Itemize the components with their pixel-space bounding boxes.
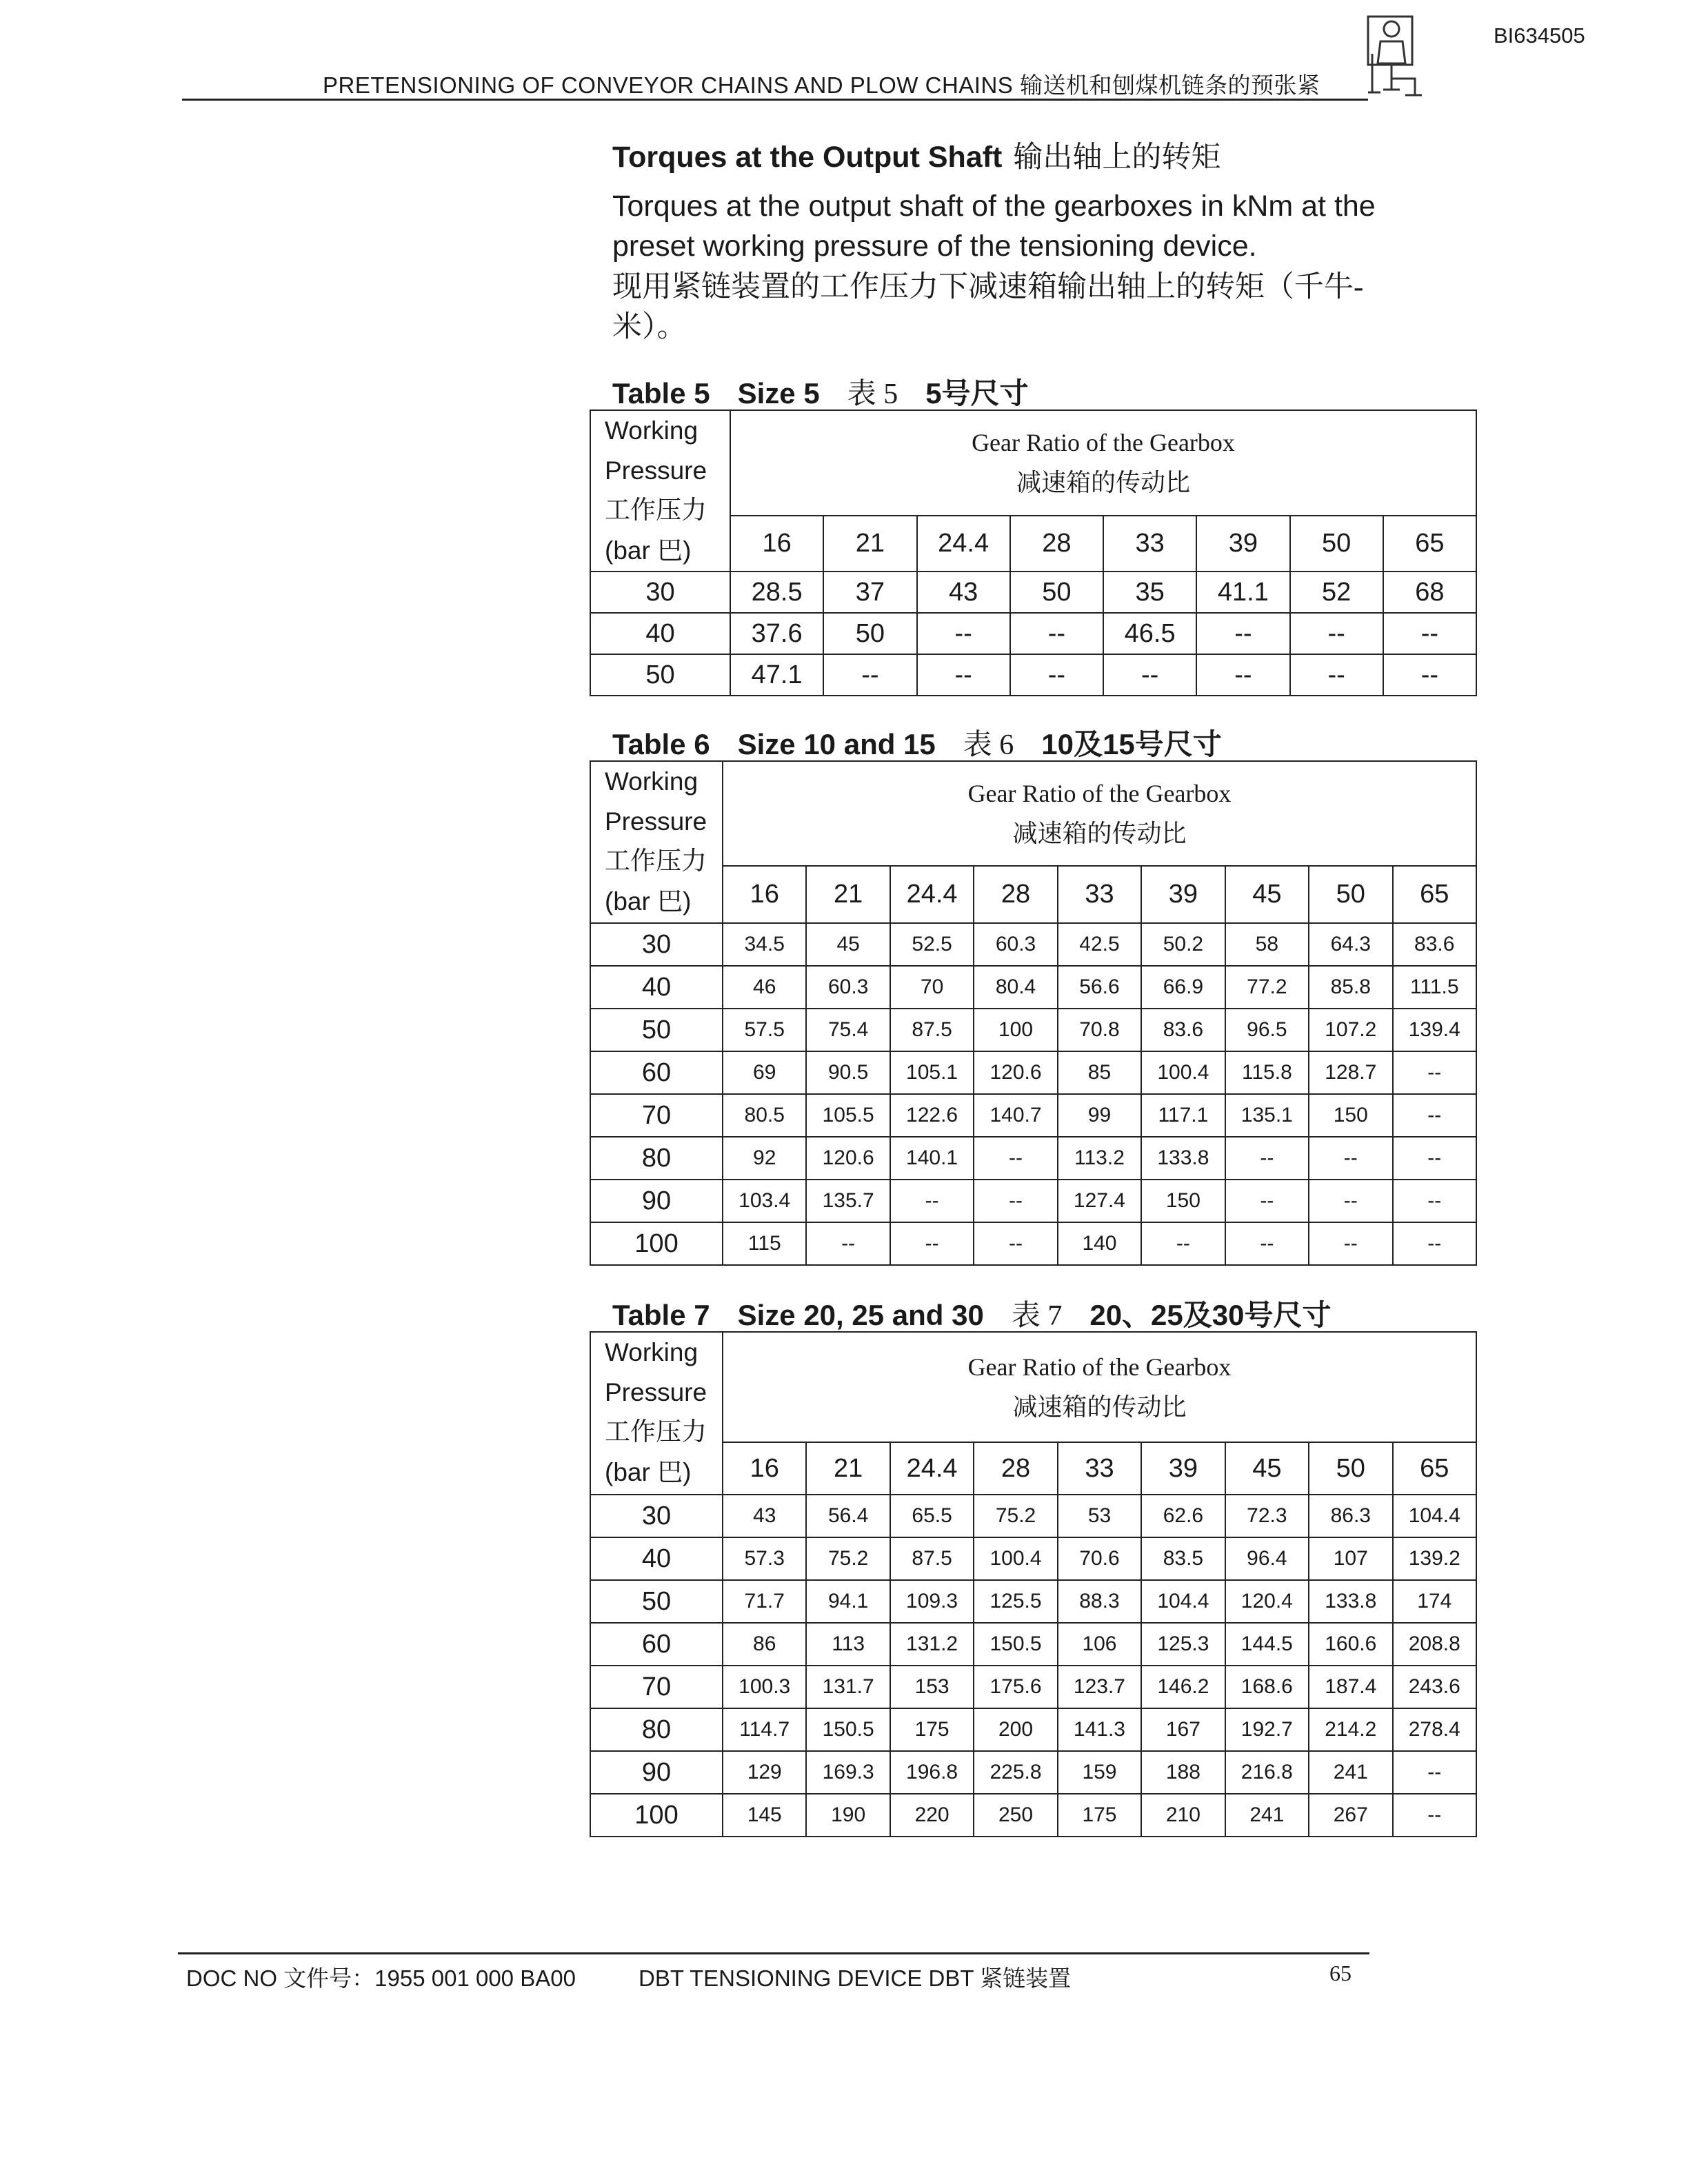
table5 [590,410,1477,696]
gear-ratio-cn: 减速箱的传动比 [1016,469,1190,497]
torque-value-cell: 88.3 [1058,1580,1141,1623]
gear-ratio-cell: 33 [1058,1442,1141,1495]
torque-value-cell: 140.7 [974,1094,1057,1137]
torque-value-cell: -- [1393,1094,1477,1137]
table6-caption-label: Table 6 [612,728,710,760]
gear-ratio-cell: 39 [1196,516,1289,572]
working-pressure-header [590,761,723,923]
torque-value-cell: 85.8 [1309,966,1392,1009]
table-row [590,1751,1476,1794]
wp-label-2: Pressure [605,1378,707,1406]
torque-value-cell: 46.5 [1103,613,1196,654]
torque-value-cell: 66.9 [1141,966,1225,1009]
table5-caption-cn-label: 表 5 [847,378,898,410]
torque-value-cell: 107 [1309,1537,1392,1580]
torque-value-cell: 96.5 [1225,1009,1309,1051]
torque-value-cell: 52.5 [890,923,974,966]
gear-ratio-cell: 45 [1225,866,1309,923]
pressure-cell: 80 [590,1708,723,1751]
gear-ratio-cell: 65 [1383,516,1476,572]
device-name-cn: 紧链装置 [980,1967,1072,1992]
torque-value-cell: 100.4 [974,1537,1057,1580]
torque-value-cell: 85 [1058,1051,1141,1094]
torque-value-cell: 83.5 [1141,1537,1225,1580]
gear-ratio-cell: 21 [806,1442,890,1495]
torque-value-cell: 144.5 [1225,1623,1309,1666]
gear-ratio-cell: 50 [1309,866,1392,923]
torque-value-cell: 153 [890,1666,974,1708]
torque-value-cell: 100.4 [1141,1051,1225,1094]
torque-value-cell: -- [1393,1222,1477,1265]
torque-value-cell: -- [974,1137,1057,1180]
table5-caption-label: Table 5 [612,377,710,410]
torque-value-cell: -- [1393,1794,1477,1837]
torque-value-cell: 125.5 [974,1580,1057,1623]
torque-value-cell: 150.5 [974,1623,1057,1666]
table-row [590,1094,1476,1137]
torque-value-cell: -- [1383,654,1476,696]
table-row [590,572,1476,613]
table5-caption-cn-size: 5号尺寸 [925,377,1029,410]
torque-value-cell: 69 [723,1051,806,1094]
torque-value-cell: -- [1393,1751,1477,1794]
gear-ratio-cell: 21 [823,516,916,572]
torque-value-cell: 125.3 [1141,1623,1225,1666]
torque-value-cell: -- [1141,1222,1225,1265]
table6-caption-cn-label: 表 6 [963,729,1014,761]
torque-value-cell: -- [1225,1222,1309,1265]
torque-value-cell: 169.3 [806,1751,890,1794]
doc-no-label-cn: 文件号： [283,1967,375,1992]
torque-value-cell: 175.6 [974,1666,1057,1708]
gear-ratio-en: Gear Ratio of the Gearbox [972,429,1235,457]
torque-value-cell: 100 [974,1009,1057,1051]
torque-value-cell: 150 [1141,1180,1225,1222]
torque-value-cell: -- [1196,613,1289,654]
torque-value-cell: 53 [1058,1495,1141,1537]
document-id: BI634505 [1494,23,1585,48]
torque-value-cell: 56.4 [806,1495,890,1537]
torque-value-cell: 250 [974,1794,1057,1837]
wp-label-2: Pressure [605,807,707,836]
torque-value-cell: 139.2 [1393,1537,1477,1580]
torque-value-cell: 45 [806,923,890,966]
torque-value-cell: 72.3 [1225,1495,1309,1537]
gear-ratio-header [730,410,1476,516]
torque-value-cell: 105.5 [806,1094,890,1137]
gear-ratio-cell: 24.4 [917,516,1010,572]
torque-value-cell: 111.5 [1393,966,1477,1009]
pressure-cell: 30 [590,572,730,613]
table7-caption-cn-size: 20、25及30号尺寸 [1089,1299,1332,1331]
torque-value-cell: 71.7 [723,1580,806,1623]
wp-label-3: 工作压力 [605,496,707,525]
pressure-cell: 90 [590,1751,723,1794]
gear-ratio-cn: 减速箱的传动比 [1012,1393,1187,1421]
pressure-cell: 30 [590,1495,723,1537]
pressure-cell: 80 [590,1137,723,1180]
page-number: 65 [1329,1961,1352,1985]
torque-value-cell: 200 [974,1708,1057,1751]
gear-ratio-cell: 65 [1393,1442,1477,1495]
torque-value-cell: 131.7 [806,1666,890,1708]
table6-caption-size: Size 10 and 15 [737,728,936,760]
torque-value-cell: -- [1309,1180,1392,1222]
torque-value-cell: 104.4 [1141,1580,1225,1623]
torque-value-cell: 141.3 [1058,1708,1141,1751]
doc-no-label: DOC NO [186,1965,284,1991]
torque-value-cell: -- [1393,1137,1477,1180]
torque-value-cell: 62.6 [1141,1495,1225,1537]
torque-value-cell: -- [1393,1180,1477,1222]
torque-value-cell: 56.6 [1058,966,1141,1009]
torque-value-cell: 37.6 [730,613,823,654]
torque-value-cell: 220 [890,1794,974,1837]
table6 [590,760,1477,1266]
table6-caption [612,722,1249,763]
torque-value-cell: 86.3 [1309,1495,1392,1537]
torque-value-cell: 70.6 [1058,1537,1141,1580]
torque-value-cell: 135.7 [806,1180,890,1222]
wp-label-1: Working [605,767,699,796]
torque-value-cell: 87.5 [890,1537,974,1580]
torque-value-cell: -- [1196,654,1289,696]
torque-value-cell: -- [974,1180,1057,1222]
torque-value-cell: 140 [1058,1222,1141,1265]
table-row [590,1708,1476,1751]
torque-value-cell: -- [1010,613,1103,654]
header-title [323,68,1320,100]
torque-value-cell: 50 [823,613,916,654]
torque-value-cell: 115.8 [1225,1051,1309,1094]
torque-value-cell: 175 [890,1708,974,1751]
table-row [590,923,1476,966]
worker-logo-icon [1367,12,1422,101]
header-divider [182,99,1368,101]
torque-value-cell: 41.1 [1196,572,1289,613]
table-row [590,1666,1476,1708]
torque-value-cell: 77.2 [1225,966,1309,1009]
torque-value-cell: 113 [806,1623,890,1666]
pressure-cell: 40 [590,613,730,654]
table-row [590,966,1476,1009]
section-title [612,134,1220,176]
torque-value-cell: 109.3 [890,1580,974,1623]
gear-ratio-cell: 28 [974,1442,1057,1495]
torque-value-cell: 70.8 [1058,1009,1141,1051]
torque-value-cell: 80.4 [974,966,1057,1009]
table-row [590,613,1476,654]
gear-ratio-cell: 16 [723,866,806,923]
gear-ratio-cell: 24.4 [890,1442,974,1495]
torque-value-cell: 104.4 [1393,1495,1477,1537]
section-title-cn: 输出轴上的转矩 [1013,141,1221,174]
torque-value-cell: -- [823,654,916,696]
torque-value-cell: -- [1383,613,1476,654]
torque-value-cell: 210 [1141,1794,1225,1837]
torque-value-cell: -- [1290,654,1383,696]
gear-ratio-header [723,761,1476,866]
torque-value-cell: 90.5 [806,1051,890,1094]
torque-value-cell: 133.8 [1141,1137,1225,1180]
torque-value-cell: -- [1309,1222,1392,1265]
torque-value-cell: 92 [723,1137,806,1180]
torque-value-cell: -- [890,1180,974,1222]
table-row [590,1794,1476,1837]
torque-value-cell: 128.7 [1309,1051,1392,1094]
torque-value-cell: 103.4 [723,1180,806,1222]
torque-value-cell: -- [1225,1137,1309,1180]
torque-value-cell: 168.6 [1225,1666,1309,1708]
torque-value-cell: 75.2 [974,1495,1057,1537]
torque-value-cell: 43 [917,572,1010,613]
torque-value-cell: 225.8 [974,1751,1057,1794]
doc-no-value: 1955 001 000 BA00 [374,1965,576,1991]
gear-ratio-cell: 21 [806,866,890,923]
torque-value-cell: 57.3 [723,1537,806,1580]
torque-value-cell: -- [1103,654,1196,696]
table7-caption [612,1293,1359,1334]
torque-value-cell: -- [1010,654,1103,696]
torque-value-cell: -- [1393,1051,1477,1094]
section-title-en: Torques at the Output Shaft [612,141,1003,174]
torque-value-cell: -- [974,1222,1057,1265]
table7-caption-label: Table 7 [612,1299,710,1331]
table-row [590,1580,1476,1623]
table-row [590,1009,1476,1051]
gear-ratio-row [590,866,1476,923]
torque-value-cell: 192.7 [1225,1708,1309,1751]
torque-value-cell: 50 [1010,572,1103,613]
torque-value-cell: 105.1 [890,1051,974,1094]
torque-value-cell: 114.7 [723,1708,806,1751]
torque-value-cell: 87.5 [890,1009,974,1051]
gear-ratio-cell: 65 [1393,866,1477,923]
torque-value-cell: 174 [1393,1580,1477,1623]
torque-value-cell: 52 [1290,572,1383,613]
pressure-cell: 50 [590,1009,723,1051]
gear-ratio-header [723,1332,1476,1442]
torque-value-cell: 133.8 [1309,1580,1392,1623]
header-title-cn: 输送机和刨煤机链条的预张紧 [1019,74,1320,99]
footer-doc-no [186,1961,576,1993]
torque-value-cell: 80.5 [723,1094,806,1137]
table-row [590,654,1476,696]
torque-value-cell: 122.6 [890,1094,974,1137]
wp-label-4: (bar 巴) [605,1458,692,1486]
torque-value-cell: 214.2 [1309,1708,1392,1751]
table5-caption [612,371,1056,412]
working-pressure-header [590,410,730,572]
torque-value-cell: 34.5 [723,923,806,966]
torque-value-cell: -- [917,654,1010,696]
torque-value-cell: 135.1 [1225,1094,1309,1137]
gear-ratio-cell: 33 [1058,866,1141,923]
torque-value-cell: 267 [1309,1794,1392,1837]
torque-value-cell: 35 [1103,572,1196,613]
torque-value-cell: 159 [1058,1751,1141,1794]
torque-value-cell: 42.5 [1058,923,1141,966]
torque-value-cell: 120.4 [1225,1580,1309,1623]
torque-value-cell: 243.6 [1393,1666,1477,1708]
torque-value-cell: 68 [1383,572,1476,613]
gear-ratio-cell: 28 [1010,516,1103,572]
torque-value-cell: -- [890,1222,974,1265]
footer-device [639,1961,1071,1993]
torque-value-cell: 131.2 [890,1623,974,1666]
gear-ratio-cell: 39 [1141,1442,1225,1495]
torque-value-cell: 139.4 [1393,1009,1477,1051]
pressure-cell: 40 [590,966,723,1009]
torque-value-cell: 113.2 [1058,1137,1141,1180]
table-row [590,1051,1476,1094]
torque-value-cell: 123.7 [1058,1666,1141,1708]
intro-text-en: Torques at the output shaft of the gearboxes in kNm at the preset working pressure of the tensioning device. [612,190,1376,263]
wp-label-1: Working [605,1338,699,1366]
table7 [590,1331,1477,1837]
torque-value-cell: 65.5 [890,1495,974,1537]
torque-value-cell: 83.6 [1141,1009,1225,1051]
wp-label-3: 工作压力 [605,847,707,876]
torque-value-cell: -- [806,1222,890,1265]
torque-value-cell: 146.2 [1141,1666,1225,1708]
pressure-cell: 70 [590,1094,723,1137]
torque-value-cell: 47.1 [730,654,823,696]
torque-value-cell: 75.2 [806,1537,890,1580]
intro-text-cn: 现用紧链装置的工作压力下减速箱输出轴上的转矩（千牛-米）。 [612,271,1364,343]
torque-value-cell: 96.4 [1225,1537,1309,1580]
torque-value-cell: 70 [890,966,974,1009]
torque-value-cell: 100.3 [723,1666,806,1708]
torque-value-cell: 145 [723,1794,806,1837]
torque-value-cell: 175 [1058,1794,1141,1837]
footer-divider [178,1952,1369,1954]
torque-value-cell: 46 [723,966,806,1009]
torque-value-cell: 140.1 [890,1137,974,1180]
gear-ratio-cell: 33 [1103,516,1196,572]
torque-value-cell: 37 [823,572,916,613]
torque-value-cell: 187.4 [1309,1666,1392,1708]
torque-value-cell: 86 [723,1623,806,1666]
gear-ratio-en: Gear Ratio of the Gearbox [967,1353,1232,1381]
torque-value-cell: 94.1 [806,1580,890,1623]
torque-value-cell: -- [1290,613,1383,654]
torque-value-cell: 278.4 [1393,1708,1477,1751]
working-pressure-header [590,1332,723,1495]
torque-value-cell: 150 [1309,1094,1392,1137]
torque-value-cell: 43 [723,1495,806,1537]
torque-value-cell: 117.1 [1141,1094,1225,1137]
gear-ratio-cell: 16 [730,516,823,572]
pressure-cell: 60 [590,1051,723,1094]
gear-ratio-cell: 16 [723,1442,806,1495]
gear-ratio-cell: 50 [1290,516,1383,572]
pressure-cell: 50 [590,654,730,696]
torque-value-cell: -- [1309,1137,1392,1180]
torque-value-cell: 188 [1141,1751,1225,1794]
torque-value-cell: 196.8 [890,1751,974,1794]
table-row [590,1623,1476,1666]
torque-value-cell: 241 [1309,1751,1392,1794]
table-row [590,1137,1476,1180]
header-title-en: PRETENSIONING OF CONVEYOR CHAINS AND PLOW CHAINS [323,72,1014,98]
torque-value-cell: 115 [723,1222,806,1265]
pressure-cell: 60 [590,1623,723,1666]
torque-value-cell: 28.5 [730,572,823,613]
table7-caption-size: Size 20, 25 and 30 [737,1299,984,1331]
torque-value-cell: 160.6 [1309,1623,1392,1666]
pressure-cell: 70 [590,1666,723,1708]
device-name-en: DBT TENSIONING DEVICE DBT [639,1965,981,1991]
wp-label-2: Pressure [605,456,707,485]
table6-caption-cn-size: 10及15号尺寸 [1041,728,1222,760]
torque-value-cell: -- [917,613,1010,654]
gear-ratio-cell: 39 [1141,866,1225,923]
table-row [590,1537,1476,1580]
gear-ratio-cell: 45 [1225,1442,1309,1495]
pressure-cell: 100 [590,1222,723,1265]
torque-value-cell: 64.3 [1309,923,1392,966]
torque-value-cell: 190 [806,1794,890,1837]
torque-value-cell: 57.5 [723,1009,806,1051]
torque-value-cell: 127.4 [1058,1180,1141,1222]
gear-ratio-cell: 50 [1309,1442,1392,1495]
torque-value-cell: 106 [1058,1623,1141,1666]
wp-label-3: 工作压力 [605,1418,707,1446]
table5-caption-size: Size 5 [737,377,820,410]
gear-ratio-cell: 28 [974,866,1057,923]
torque-value-cell: 208.8 [1393,1623,1477,1666]
torque-value-cell: 107.2 [1309,1009,1392,1051]
table-row [590,1180,1476,1222]
table-row [590,1222,1476,1265]
pressure-cell: 90 [590,1180,723,1222]
torque-value-cell: 60.3 [806,966,890,1009]
torque-value-cell: 120.6 [974,1051,1057,1094]
torque-value-cell: 58 [1225,923,1309,966]
torque-value-cell: 241 [1225,1794,1309,1837]
torque-value-cell: 129 [723,1751,806,1794]
torque-value-cell: -- [1225,1180,1309,1222]
wp-label-1: Working [605,416,699,445]
gear-ratio-cn: 减速箱的传动比 [1012,820,1187,847]
table7-caption-cn-label: 表 7 [1011,1300,1063,1332]
torque-value-cell: 120.6 [806,1137,890,1180]
torque-value-cell: 60.3 [974,923,1057,966]
gear-ratio-cell: 24.4 [890,866,974,923]
wp-label-4: (bar 巴) [605,536,692,565]
pressure-cell: 100 [590,1794,723,1837]
wp-label-4: (bar 巴) [605,887,692,916]
torque-value-cell: 167 [1141,1708,1225,1751]
torque-value-cell: 75.4 [806,1009,890,1051]
gear-ratio-row [590,1442,1476,1495]
table-row [590,1495,1476,1537]
gear-ratio-en: Gear Ratio of the Gearbox [967,780,1232,807]
pressure-cell: 30 [590,923,723,966]
pressure-cell: 50 [590,1580,723,1623]
pressure-cell: 40 [590,1537,723,1580]
torque-value-cell: 50.2 [1141,923,1225,966]
torque-value-cell: 83.6 [1393,923,1477,966]
torque-value-cell: 150.5 [806,1708,890,1751]
torque-value-cell: 99 [1058,1094,1141,1137]
torque-value-cell: 216.8 [1225,1751,1309,1794]
